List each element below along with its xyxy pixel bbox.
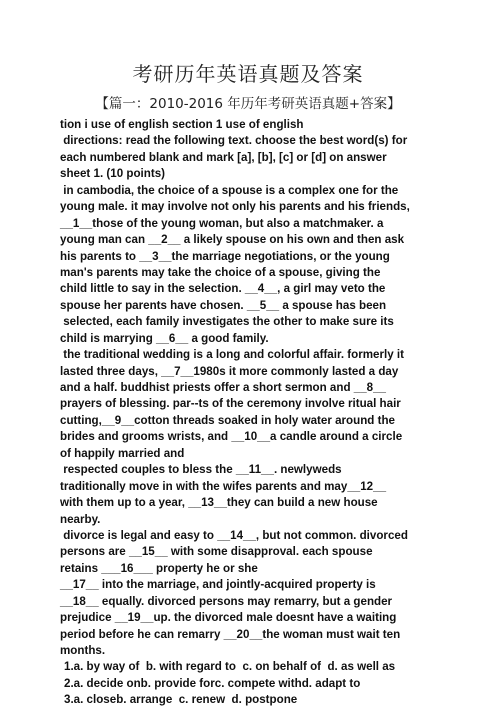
text-line: divorce is legal and easy to __14__, but not common. divorced: [60, 528, 408, 542]
text-line: period before he can remarry __20__the woman must wait ten: [60, 627, 401, 641]
text-line: his parents to __3__the marriage negotiations, or the young: [60, 249, 390, 263]
answer-options-line: 3.a. closeb. arrange c. renew d. postpone: [64, 693, 298, 707]
text-line: selected, each family investigates the other to make sure its: [60, 315, 394, 329]
text-line: tion i use of english section 1 use of english: [60, 118, 304, 131]
document-title: 考研历年英语真题及答案: [132, 62, 364, 86]
text-line: retains ___16___ property he or she: [60, 561, 258, 575]
text-line: child little to say in the selection. __4__, a girl may veto the: [60, 282, 386, 296]
text-line: __17__ into the marriage, and jointly-acquired property is: [60, 578, 376, 592]
document-body: [60, 117, 470, 709]
text-line: prejudice __19__up. the divorced male doesnt have a waiting: [60, 611, 397, 625]
text-line: each numbered blank and mark [a], [b], [c] or [d] on answer: [60, 150, 387, 164]
text-line: in cambodia, the choice of a spouse is a complex one for the: [60, 183, 399, 197]
text-line: persons are __15__ with some disapproval. each spouse: [60, 545, 373, 559]
text-line: and a half. buddhist priests offer a short sermon and __8__: [60, 381, 386, 394]
answer-options-line: 1.a. by way of b. with regard to c. on behalf of d. as well as: [64, 660, 396, 674]
text-line: prayers of blessing. par--ts of the ceremony involve ritual hair: [60, 397, 401, 411]
text-line: traditionally move in with the wifes parents and may__12__: [60, 479, 387, 493]
text-line: child is marrying __6__ a good family.: [60, 331, 269, 345]
text-line: the traditional wedding is a long and colorful affair. formerly it: [60, 348, 404, 362]
text-line: __1__those of the young woman, but also a matchmaker. a: [60, 216, 384, 230]
text-line: with them up to a year, __13__they can build a new house: [60, 496, 378, 510]
text-line: directions: read the following text. choose the best word(s) for: [60, 134, 408, 148]
answer-options-line: 2.a. decide onb. provide forc. compete withd. adapt to: [64, 676, 361, 690]
text-line: nearby.: [60, 512, 101, 526]
text-line: months.: [60, 644, 106, 657]
text-line: brides and grooms wrists, and __10__a candle around a circle: [60, 430, 403, 444]
text-line: spouse her parents have chosen. __5__ a spouse has been: [60, 298, 387, 312]
text-line: respected couples to bless the __11__. newlyweds: [60, 463, 342, 477]
document-subtitle: 【篇一：2010-2016 年历年考研英语真题+答案】: [95, 96, 401, 112]
text-line: sheet 1. (10 points): [60, 167, 166, 181]
text-line: of happily married and: [60, 446, 185, 460]
text-line: young man can __2__ a likely spouse on his own and then ask: [60, 233, 405, 247]
text-line: __18__ equally. divorced persons may remarry, but a gender: [60, 594, 393, 608]
text-line: man's parents may take the choice of a spouse, giving the: [60, 265, 381, 279]
text-line: cutting,__9__cotton threads soaked in holy water around the: [60, 413, 395, 427]
text-line: lasted three days, __7__1980s it more commonly lasted a day: [60, 364, 399, 378]
text-line: young male. it may involve not only his parents and his friends,: [60, 200, 410, 214]
